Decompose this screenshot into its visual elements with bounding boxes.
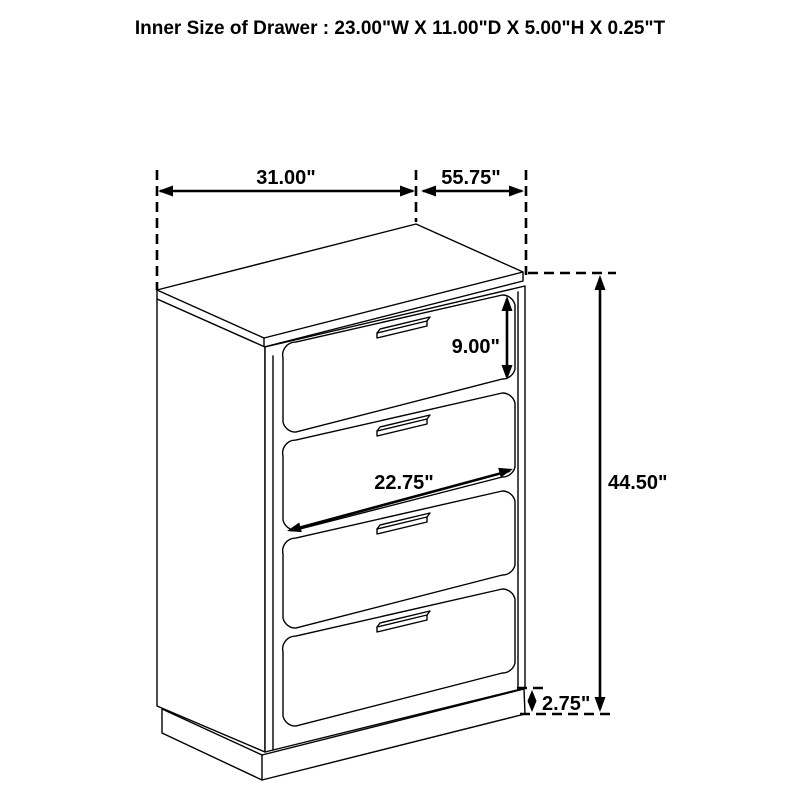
chest-drawing — [157, 224, 525, 780]
side-panel — [157, 299, 265, 752]
overall-height-dimension — [595, 275, 668, 712]
drawer-height-label: 9.00" — [451, 336, 500, 358]
arrowhead-left-icon — [158, 186, 173, 197]
arrowhead-down-icon — [595, 697, 606, 712]
overall-height-label: 44.50" — [608, 472, 668, 494]
arrowhead-left-icon — [421, 186, 436, 197]
top-depth-label: 55.75" — [441, 167, 501, 189]
top-width-label: 31.00" — [256, 167, 316, 189]
arrowhead-down-icon — [528, 701, 537, 712]
base-height-label: 2.75" — [542, 693, 591, 715]
page-title: Inner Size of Drawer : 23.00"W X 11.00"D X 5.00"H X 0.25"T — [134, 18, 666, 39]
arrowhead-up-icon — [528, 690, 537, 701]
arrowhead-right-icon — [509, 186, 524, 197]
arrowhead-right-icon — [400, 186, 415, 197]
top-width-dimension — [158, 167, 415, 197]
base-height-dimension — [528, 690, 591, 715]
top-depth-dimension — [421, 167, 524, 197]
arrowhead-up-icon — [595, 275, 606, 290]
drawer-width-label: 22.75" — [374, 472, 434, 494]
